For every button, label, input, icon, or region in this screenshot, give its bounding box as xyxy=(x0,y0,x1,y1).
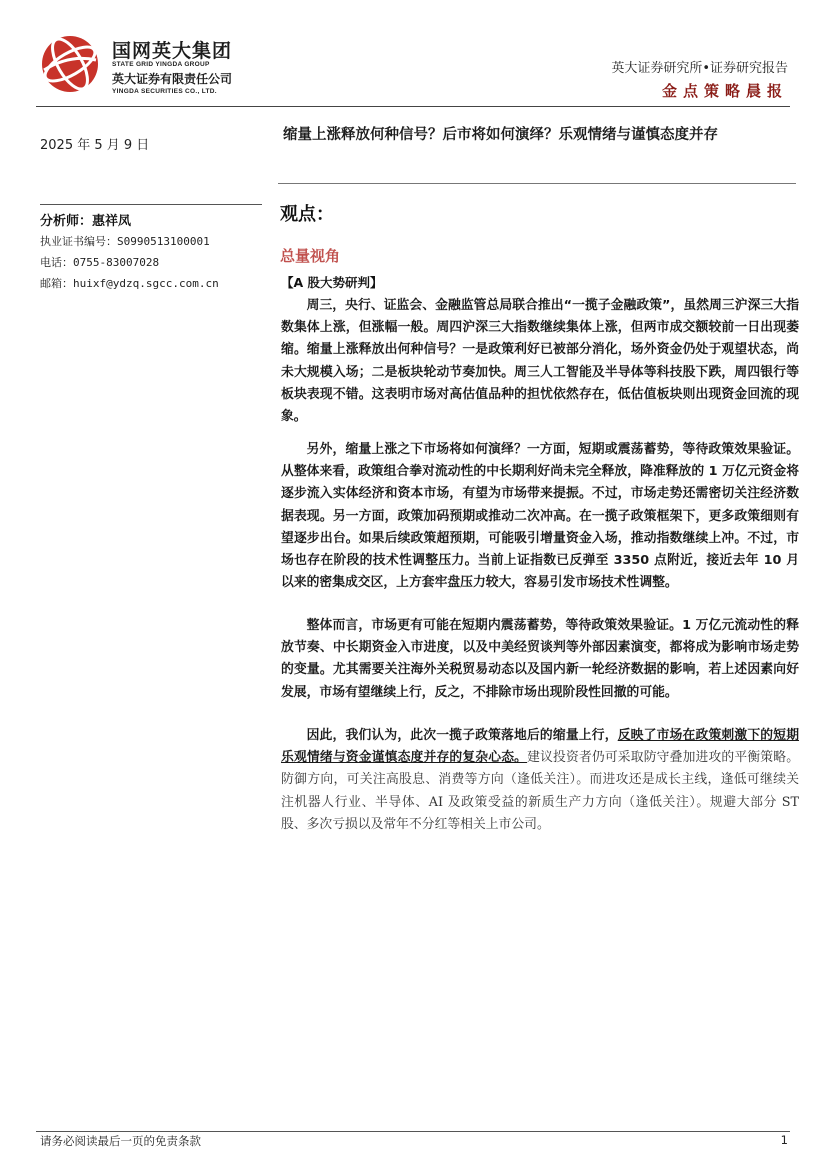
paragraph-2: 另外，缩量上涨之下市场将如何演绎？一方面，短期或震荡蓄势，等待政策效果验证。从整体来看，政策组合拳对流动性的中长期利好尚未完全释放，降准释放的 1 万亿元资金将逐步流入实体经济和资本市场，有望为市场带来提振。不过，市场走势还需密切关注经济数据表现。另一方面，政策加码预期或推动二次冲高。在一揽子政策框架下，更多政策细则有望逐步出台。如果后续政策超预期，可能吸引增量资金入场，推动指数继续上冲。不过，市场也存在阶段的技术性调整压力。当前上证指数已反弹至 3350 点附近，接近去年 10 月以来的密集成交区，上方套牢盘压力较大，容易引发市场技术性调整。 xyxy=(281,442,799,591)
footer-disclaimer: 请务必阅读最后一页的免责条款 xyxy=(40,1134,201,1148)
analyst-phone xyxy=(40,254,159,270)
research-org-label: 英大证券研究所•证券研究报告 xyxy=(611,61,788,76)
paragraph-3: 整体而言，市场更有可能在短期内震荡蓄势，等待政策效果验证。1 万亿元流动性的释放节奏、中长期资金入市进度，以及中美经贸谈判等外部因素演变，都将成为影响市场走势的变量。尤其需要关注海外关税贸易动态以及国内新一轮经济数据的影响，若上述因素向好发展，市场有望继续上行，反之，不排除市场出现阶段性回撤的可能。 xyxy=(281,618,799,700)
section-heading: 总量视角 xyxy=(280,247,341,265)
analyst-email xyxy=(40,275,219,291)
report-date: 2025 年 5 月 9 日 xyxy=(40,138,150,153)
title-divider xyxy=(278,183,796,184)
cert-value: S0990513100001 xyxy=(117,235,210,248)
company-logo-icon xyxy=(40,34,100,94)
paragraph-4-underlined: 反映了市场在政策刺激下的短期乐观情绪与资金谨慎态度并存的复杂心态。 xyxy=(281,728,800,766)
logo-company-name: 英大证券有限责任公司 xyxy=(112,72,233,86)
header-divider xyxy=(36,106,790,107)
logo-chinese-name: 国网英大集团 xyxy=(112,40,233,62)
email-label: 邮箱： xyxy=(40,277,73,290)
phone-label: 电话： xyxy=(40,256,73,269)
paragraph-1: 周三，央行、证监会、金融监管总局联合推出“一揽子金融政策”，虽然周三沪深三大指数集体上涨，但涨幅一般。周四沪深三大指数继续集体上涨，但两市成交额较前一日出现萎缩。缩量上涨释放出何种信号？一是政策利好已被部分消化，场外资金仍处于观望状态，尚未大规模入场；二是板块轮动节奏加快。周三人工智能及半导体等科技股下跌，周四银行等板块表现不错。这表明市场对高估值品种的担忧依然存在，低估值板块则出现资金回流的现象。 xyxy=(281,298,799,425)
page-number: 1 xyxy=(780,1133,788,1147)
paragraph-4 xyxy=(281,725,799,836)
sub-heading: 【A 股大势研判】 xyxy=(281,275,383,290)
paragraph-4-advice: 建议投资者仍可采取防守叠加进攻的平衡策略。防御方向，可关注高股息、消费等方向（逢低关注）。而进攻还是成长主线，逢低可继续关注机器人行业、半导体、AI 及政策受益的新质生产力方向（逢低关注）。规避大部分 ST 股、多次亏损以及常年不分红等相关上市公司。 xyxy=(281,750,800,832)
cert-label: 执业证书编号： xyxy=(40,235,117,248)
viewpoint-heading: 观点： xyxy=(280,204,334,225)
paragraph-4-lead: 因此，我们认为，此次一揽子政策落地后的缩量上行， xyxy=(306,728,618,743)
analyst-name: 分析师：惠祥凤 xyxy=(40,214,132,229)
email-value[interactable]: huixf@ydzq.sgcc.com.cn xyxy=(73,277,219,290)
report-title: 缩量上涨释放何种信号？后市将如何演绎？乐观情绪与谨慎态度并存 xyxy=(283,127,718,143)
analyst-cert xyxy=(40,233,210,249)
logo-company-english: YINGDA SECURITIES CO., LTD. xyxy=(112,88,217,95)
footer-divider xyxy=(36,1131,790,1132)
sidebar-divider xyxy=(40,204,262,205)
logo-english-name: STATE GRID YINGDA GROUP xyxy=(112,61,210,68)
report-series-name: 金点策略晨报 xyxy=(661,82,788,100)
phone-value: 0755-83007028 xyxy=(73,256,160,269)
